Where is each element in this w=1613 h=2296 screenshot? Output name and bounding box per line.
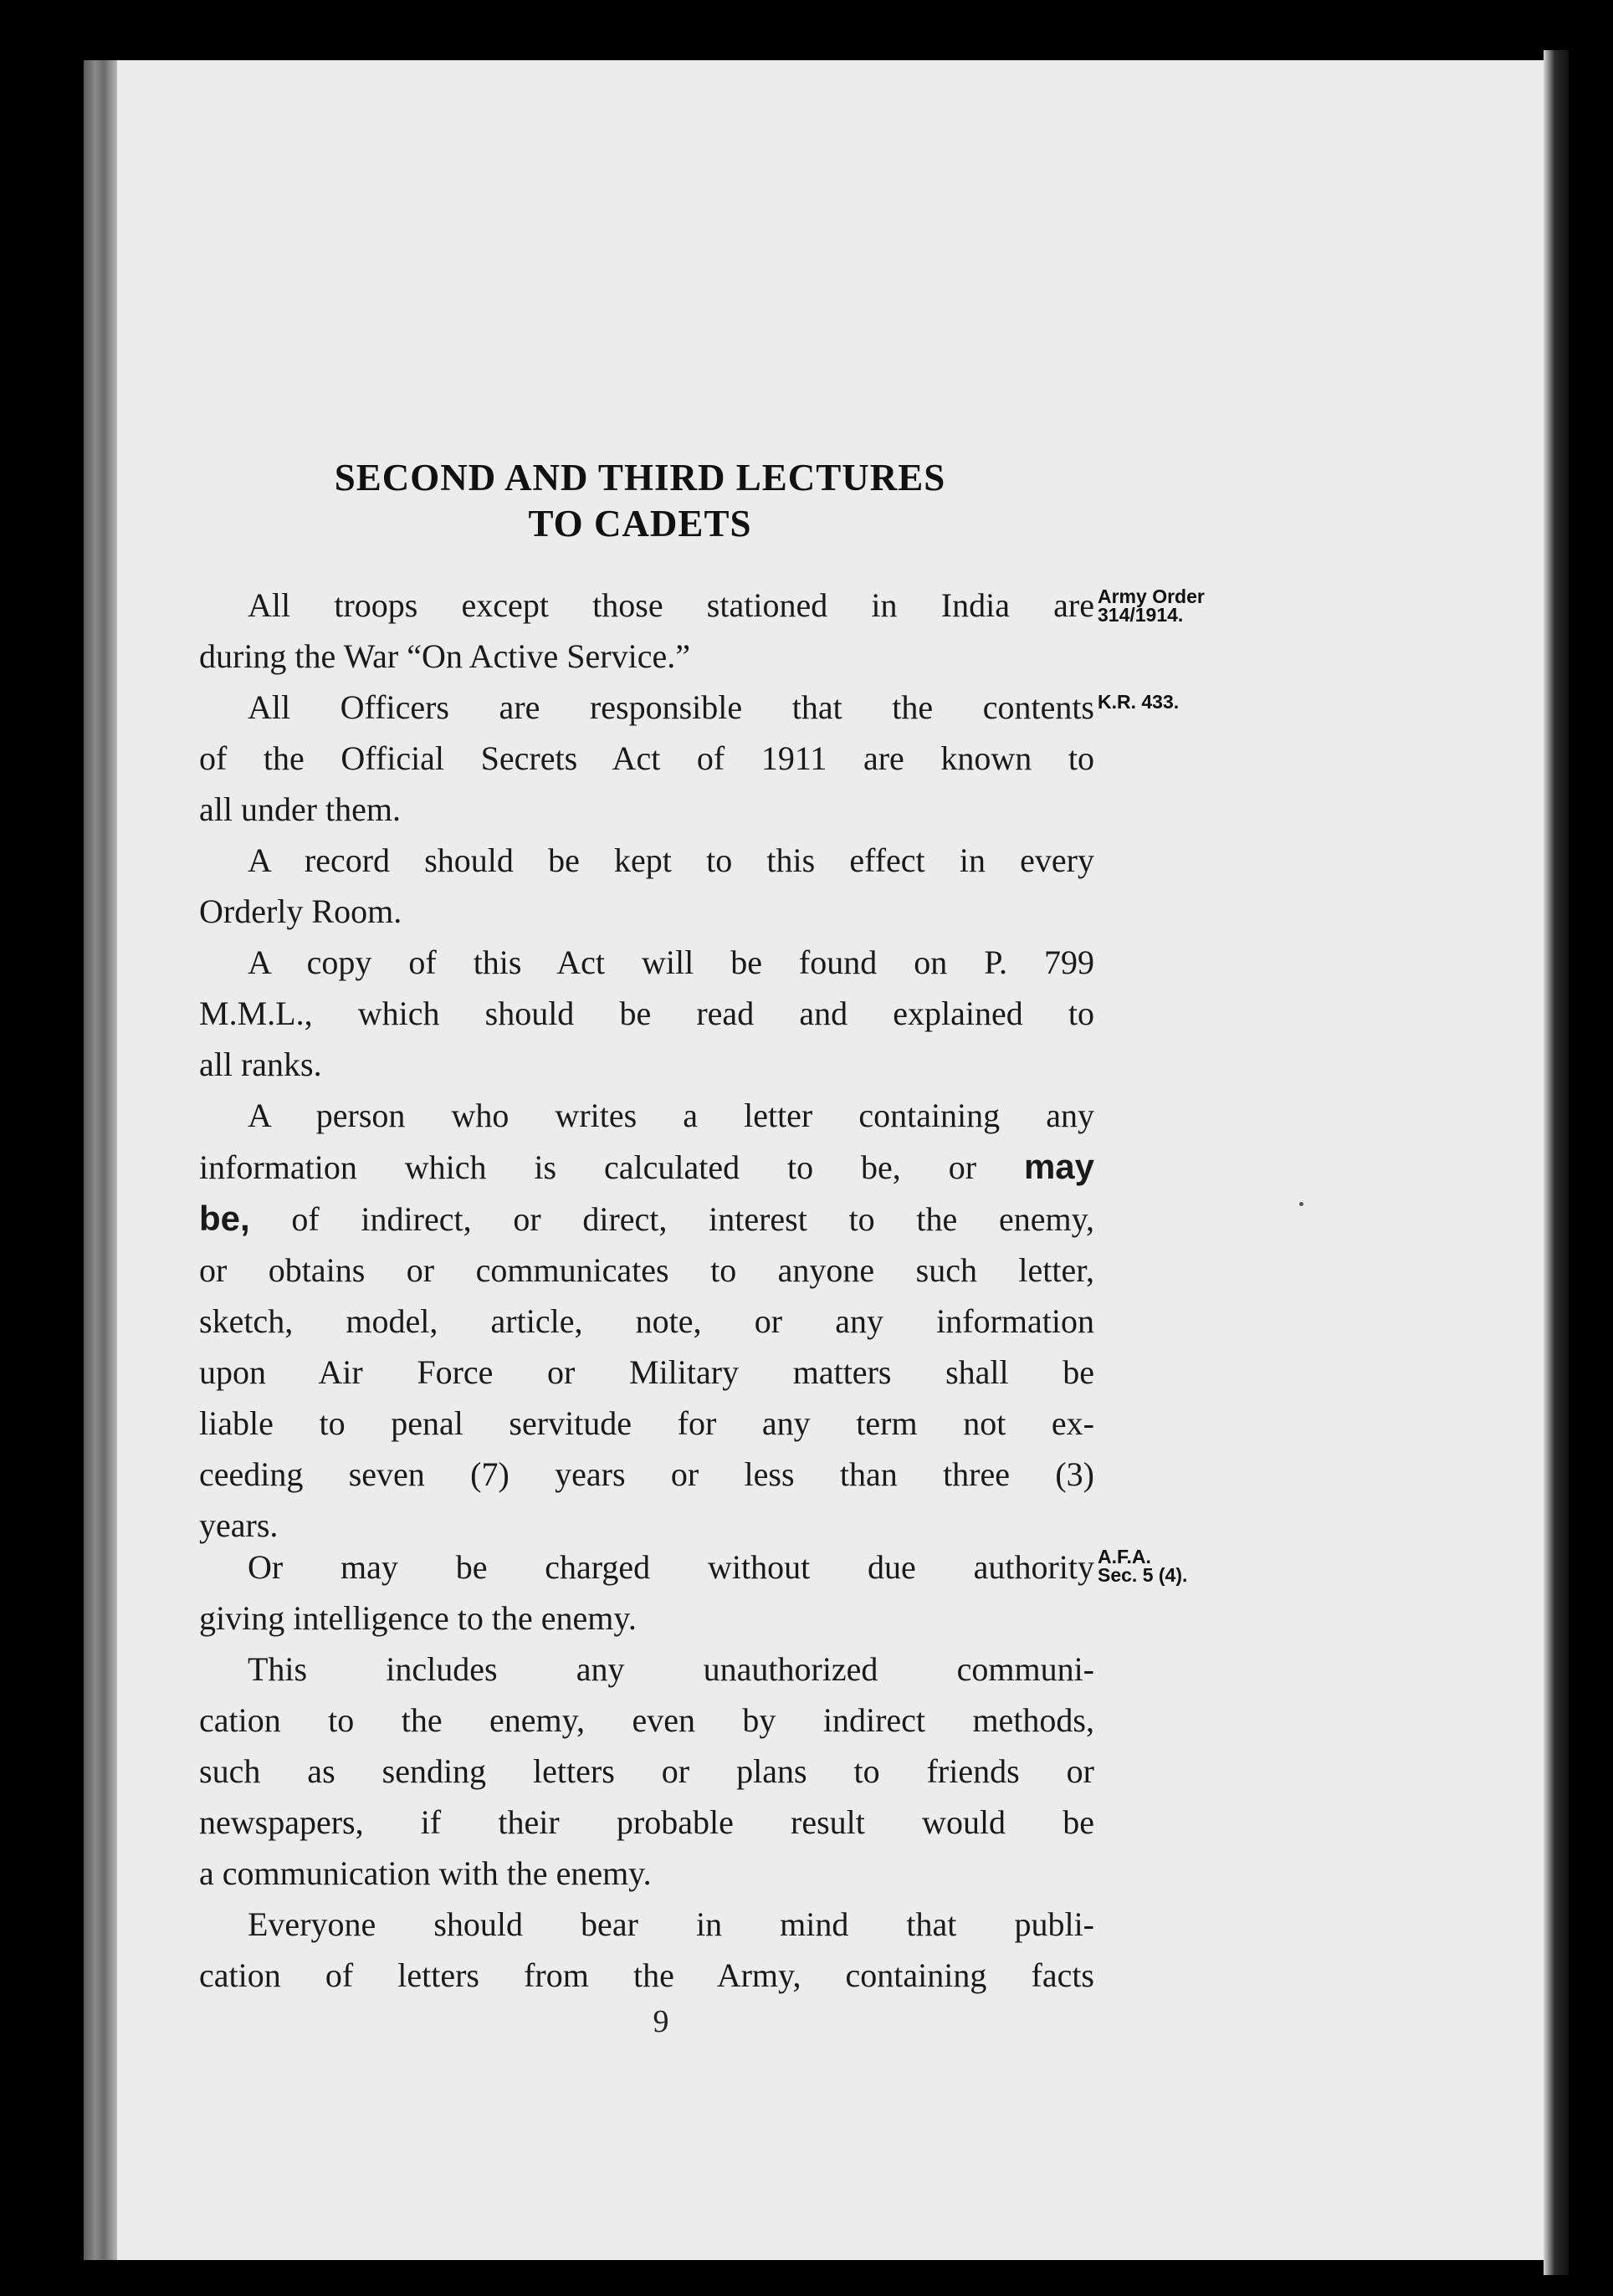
emphasis-may: may xyxy=(1023,1147,1094,1186)
margin-note-army-order xyxy=(1098,587,1205,624)
margin-note-kr: K.R. 433. xyxy=(1098,691,1180,713)
paragraph-line: All troops except those stationed in India are xyxy=(248,586,1094,624)
margin-note-text: (4). xyxy=(1158,1564,1188,1586)
paragraph-line: cation to the enemy, even by indirect methods, xyxy=(199,1701,1094,1739)
margin-note-line: A.F.A. xyxy=(1098,1546,1151,1567)
paragraph-5 xyxy=(199,1090,1094,1551)
page-speck xyxy=(1299,1202,1303,1206)
paragraph-line: all ranks. xyxy=(199,1046,322,1083)
paragraph-line: upon Air Force or Military matters shall be xyxy=(199,1353,1094,1391)
paragraph-line: ceeding seven (7) years or less than three (3) xyxy=(199,1455,1094,1493)
paragraph-line: all under them. xyxy=(199,790,402,828)
paragraph-line: This includes any unauthorized communi- xyxy=(248,1650,1094,1688)
paragraph-line: cation of letters from the Army, containing facts xyxy=(199,1956,1094,1994)
paragraph-6 xyxy=(199,1542,1094,1644)
margin-note-line: Army Order xyxy=(1098,586,1205,607)
page-number: 9 xyxy=(653,2004,669,2039)
paragraph-line: years. xyxy=(199,1506,279,1544)
margin-note-line xyxy=(1098,1566,1187,1584)
margin-note-line: 314/1914. xyxy=(1098,604,1184,626)
paragraph-1 xyxy=(199,580,1094,682)
paragraph-2 xyxy=(199,682,1094,835)
paragraph-text: information which is calculated to be, or xyxy=(199,1148,1024,1186)
paragraph-line: A copy of this Act will be found on P. 799 xyxy=(248,943,1094,981)
margin-note-afa xyxy=(1098,1547,1187,1584)
paragraph-8 xyxy=(199,1899,1094,2001)
paragraph-7 xyxy=(199,1644,1094,1899)
paragraph-line: liable to penal servitude for any term not ex- xyxy=(199,1404,1094,1442)
paragraph-line: Orderly Room. xyxy=(199,892,402,930)
page-title-line-2: TO CADETS xyxy=(528,503,752,545)
paragraph-line: sketch, model, article, note, or any information xyxy=(199,1302,1094,1340)
paragraph-line: or obtains or communicates to anyone such letter, xyxy=(199,1251,1094,1289)
paragraph-line: such as sending letters or plans to friends or xyxy=(199,1752,1094,1790)
paragraph-line: A person who writes a letter containing any xyxy=(248,1097,1094,1134)
paragraph-line: during the War “On Active Service.” xyxy=(199,637,690,675)
paragraph-line: giving intelligence to the enemy. xyxy=(199,1599,637,1637)
margin-note-text: Sec. 5 xyxy=(1098,1564,1154,1586)
emphasis-be: be, xyxy=(199,1199,250,1238)
paragraph-line: of the Official Secrets Act of 1911 are known to xyxy=(199,739,1094,777)
paragraph-line: M.M.L., which should be read and explained to xyxy=(199,995,1094,1032)
paragraph-line: All Officers are responsible that the contents xyxy=(248,688,1094,726)
paragraph-line: Everyone should bear in mind that publi- xyxy=(248,1905,1094,1943)
paragraph-line: newspapers, if their probable result would be xyxy=(199,1803,1094,1841)
paragraph-line: A record should be kept to this effect in every xyxy=(248,841,1094,879)
paragraph-line xyxy=(199,1193,1094,1245)
paragraph-3 xyxy=(199,835,1094,937)
paragraph-line xyxy=(199,1141,1094,1193)
book-spine-shadow xyxy=(84,60,117,2260)
page-title-line-1: SECOND AND THIRD LECTURES xyxy=(334,457,946,499)
paragraph-text: of indirect, or direct, interest to the enemy, xyxy=(249,1200,1094,1238)
page-right-edge xyxy=(1544,50,1569,2275)
paragraph-line: Or may be charged without due authority xyxy=(248,1548,1094,1586)
paragraph-line: a communication with the enemy. xyxy=(199,1854,652,1892)
paragraph-4 xyxy=(199,937,1094,1090)
